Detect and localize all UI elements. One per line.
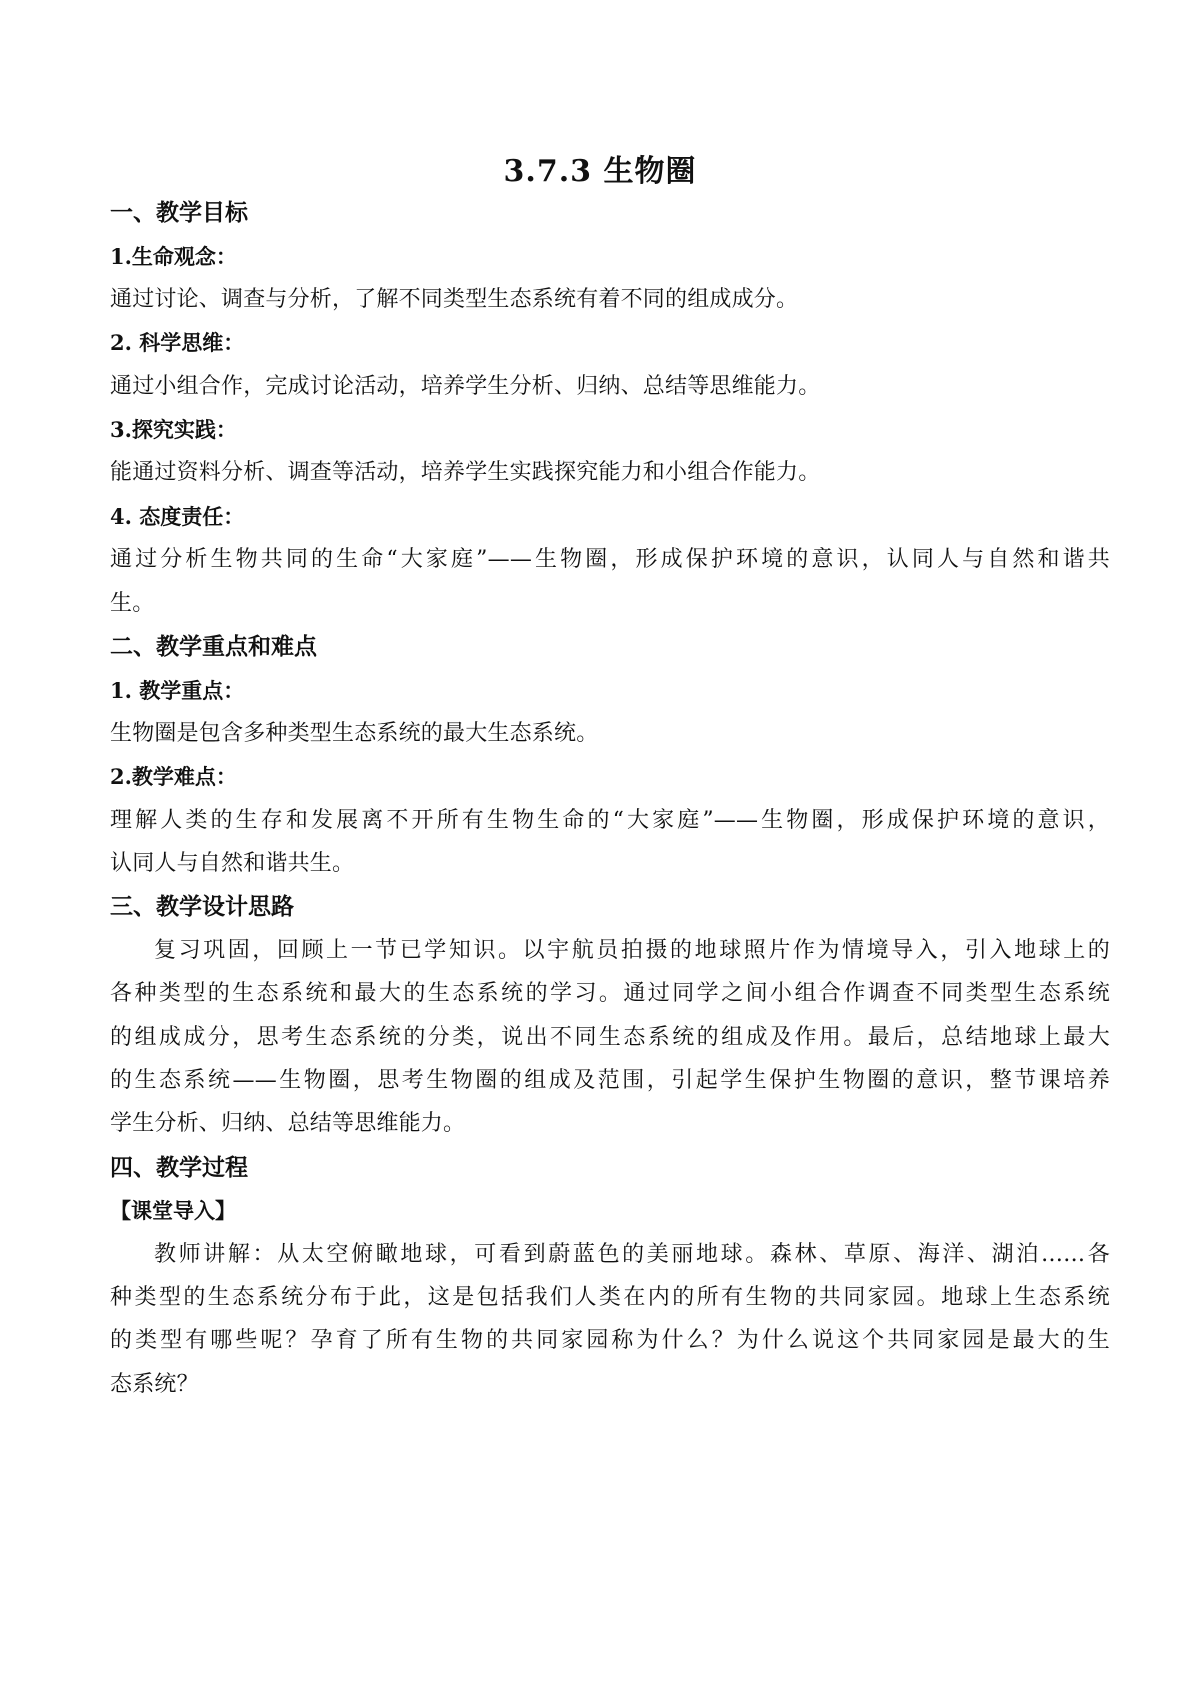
paragraph-design-line2: 各种类型的生态系统和最大的生态系统的学习。通过同学之间小组合作调查不同类型生态系统 [110, 981, 1110, 1006]
paragraph-intro-line2: 种类型的生态系统分布于此，这是包括我们人类在内的所有生物的共同家园。地球上生态系统 [110, 1285, 1110, 1310]
page-title: 3.7.3 生物圈 [503, 154, 697, 189]
section-heading-key-points: 二、教学重点和难点 [110, 633, 317, 660]
paragraph-attitude-responsibility-line2: 生。 [110, 591, 155, 616]
paragraph-teaching-difficulty-line2: 认同人与自然和谐共生。 [110, 851, 355, 876]
paragraph-inquiry-practice: 能通过资料分析、调查等活动，培养学生实践探究能力和小组合作能力。 [110, 460, 821, 485]
subheading-teaching-difficulty: 2.教学难点： [110, 764, 237, 789]
paragraph-design-line1: 复习巩固，回顾上一节已学知识。以宇航员拍摄的地球照片作为情境导入，引入地球上的 [154, 938, 1110, 963]
paragraph-intro-line4: 态系统？ [110, 1372, 199, 1397]
subheading-life-concept: 1.生命观念： [110, 244, 237, 269]
section-heading-teaching-goals: 一、教学目标 [110, 199, 248, 226]
paragraph-life-concept: 通过讨论、调查与分析，了解不同类型生态系统有着不同的组成成分。 [110, 287, 799, 312]
paragraph-design-line4: 的生态系统——生物圈，思考生物圈的组成及范围，引起学生保护生物圈的意识，整节课培养 [110, 1068, 1110, 1093]
section-heading-teaching-process: 四、教学过程 [110, 1154, 248, 1181]
subheading-class-intro: 【课堂导入】 [110, 1198, 236, 1223]
paragraph-attitude-responsibility-line1: 通过分析生物共同的生命“大家庭”——生物圈，形成保护环境的意识，认同人与自然和谐共 [110, 547, 1110, 572]
subheading-inquiry-practice: 3.探究实践： [110, 417, 237, 442]
paragraph-intro-line1: 教师讲解：从太空俯瞰地球，可看到蔚蓝色的美丽地球。森林、草原、海洋、湖泊……各 [154, 1242, 1110, 1267]
subheading-scientific-thinking: 2. 科学思维： [110, 330, 245, 355]
paragraph-teaching-focus: 生物圈是包含多种类型生态系统的最大生态系统。 [110, 721, 599, 746]
subheading-attitude-responsibility: 4. 态度责任： [110, 504, 245, 529]
section-heading-design-ideas: 三、教学设计思路 [110, 893, 294, 920]
paragraph-design-line5: 学生分析、归纳、总结等思维能力。 [110, 1111, 466, 1136]
paragraph-design-line3: 的组成成分，思考生态系统的分类，说出不同生态系统的组成及作用。最后，总结地球上最大 [110, 1025, 1110, 1050]
paragraph-intro-line3: 的类型有哪些呢？孕育了所有生物的共同家园称为什么？为什么说这个共同家园是最大的生 [110, 1328, 1110, 1353]
paragraph-teaching-difficulty-line1: 理解人类的生存和发展离不开所有生物生命的“大家庭”——生物圈，形成保护环境的意识， [110, 808, 1110, 833]
subheading-teaching-focus: 1. 教学重点： [110, 678, 245, 703]
paragraph-scientific-thinking: 通过小组合作，完成讨论活动，培养学生分析、归纳、总结等思维能力。 [110, 374, 821, 399]
